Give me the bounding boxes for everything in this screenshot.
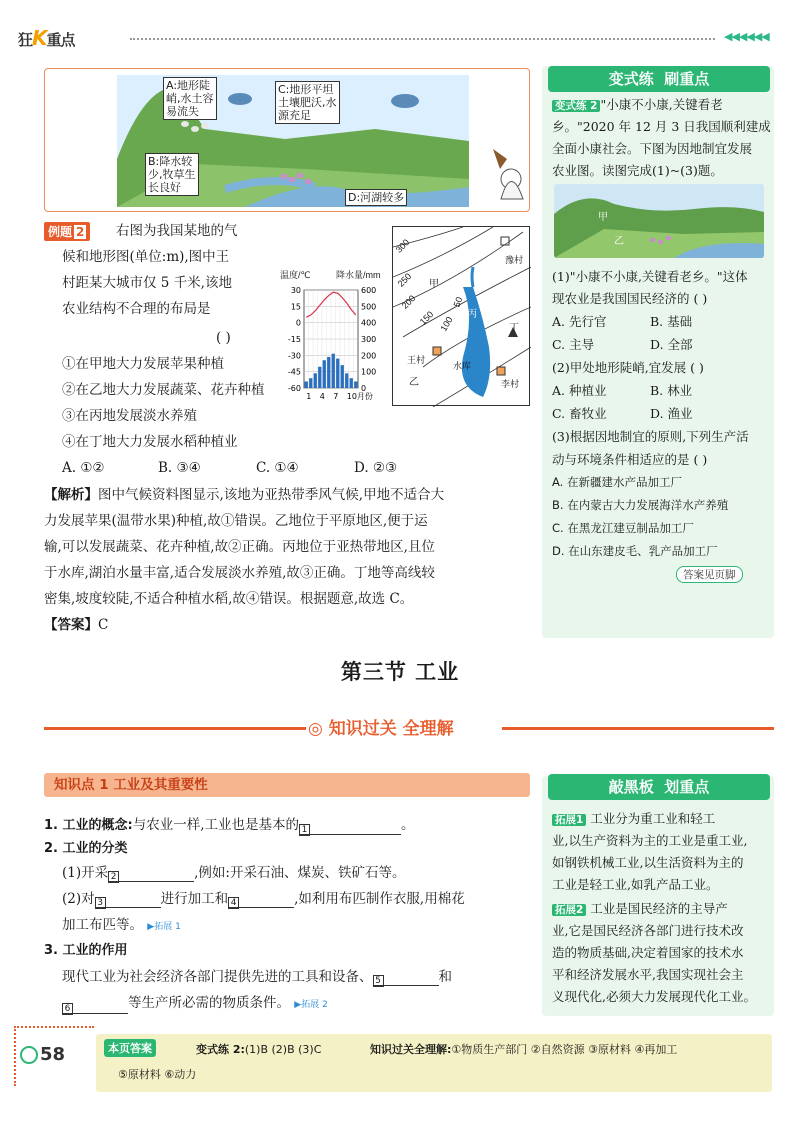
blank-2[interactable] <box>108 867 194 882</box>
blank-1[interactable] <box>299 820 401 835</box>
practice-q2: (2)甲处地形陡峭,宜发展 ( ) <box>552 360 704 375</box>
board-ext2-text: 业,它是国民经济各部门进行技术改 <box>552 923 744 938</box>
banner-line-left <box>44 727 306 730</box>
answer-label: 【答案】 <box>44 617 98 633</box>
contour-label-village: 豫村 <box>505 256 524 266</box>
precip-tick-label: 100 <box>361 367 377 377</box>
analysis-text: 图中气候资料图显示,该地为亚热带季风气候,甲地不适合大 <box>98 487 445 503</box>
practice-q3: 动与环境条件相适应的是 ( ) <box>552 452 708 467</box>
contour-label-ding: 丁 <box>509 323 519 334</box>
month-tick-label: 10月份 <box>346 392 373 401</box>
temp-tick-label: -15 <box>287 335 301 344</box>
callout-c-line: C:地形平坦 <box>278 83 334 96</box>
kp-item-3b <box>62 994 328 1014</box>
board-ext2-tag <box>552 904 586 916</box>
practice-illus-jia: 甲 <box>598 212 608 223</box>
kp-item-2-head: 2. 工业的分类 <box>44 841 128 856</box>
practice-q1-opt: D. 全部 <box>650 337 693 352</box>
example-option: ①在甲地大力发展苹果种植 <box>62 356 224 372</box>
board-title: 敲黑板 <box>608 778 654 796</box>
temp-tick-label: 0 <box>295 318 301 328</box>
board-ext2-line <box>552 900 728 919</box>
kp-item-3a <box>62 968 452 986</box>
blank-number: 2 <box>108 871 119 883</box>
kp-item-1-head: 1. 工业的概念: <box>44 818 133 833</box>
knowledge-bar: 知识点 1 工业及其重要性 <box>44 773 530 797</box>
precip-tick-label: 600 <box>361 286 377 295</box>
practice-intro-text: "小康不小康,关键看老 <box>600 97 723 112</box>
practice-tag: 变式练 2 <box>552 100 600 112</box>
kp-item-1 <box>44 816 415 835</box>
example-paren: ( ) <box>216 330 231 346</box>
analysis-text: 于水库,湖泊水量丰富,适合发展淡水养殖,故③正确。丁地等高线较 <box>44 565 435 581</box>
board-ext1-tag <box>552 814 586 826</box>
board-ext2-text: 平和经济发展水平,我国实现社会主 <box>552 967 744 982</box>
temp-tick-label: -30 <box>287 351 301 361</box>
clock-icon <box>20 1046 38 1064</box>
climate-chart <box>270 226 390 406</box>
callout-c-line: 土壤肥沃,水 <box>278 96 337 109</box>
answer-knowledge-line2: ⑤原材料 ⑥动力 <box>118 1068 197 1081</box>
example-tag-num: 2 <box>76 225 85 239</box>
contour-label: 300 <box>393 237 412 255</box>
board-ext2-tag-num: 2 <box>576 904 584 916</box>
header-divider <box>130 38 715 40</box>
temp-tick-label: -60 <box>287 384 301 393</box>
contour-label-yi: 乙 <box>409 377 419 388</box>
extension-link-1[interactable]: ▶拓展 1 <box>147 922 181 932</box>
footer-divider <box>14 1026 94 1028</box>
brand-k: K <box>32 26 47 50</box>
example-option: ②在乙地大力发展蔬菜、花卉种植 <box>62 382 265 398</box>
precip-tick-label: 0 <box>361 384 367 393</box>
example-text: 村距某大城市仅 5 千米,该地 <box>62 275 232 291</box>
analysis-text: 输,可以发展蔬菜、花卉种植,故②正确。丙地位于亚热带地区,且位 <box>44 539 435 555</box>
practice-answer-link[interactable]: 答案见页脚 <box>676 566 743 583</box>
kp-item-3a-text: 现代工业为社会经济各部门提供先进的工具和设备、 <box>62 969 373 985</box>
callout-a-line: A:地形陡 <box>166 79 211 92</box>
kp-item-2c <box>62 916 181 936</box>
month-tick-label: 7 <box>333 392 339 401</box>
answer-knowledge <box>370 1041 677 1057</box>
example-choice-a: A. ①② <box>62 460 105 476</box>
temp-tick-label: -45 <box>287 367 301 377</box>
board-ext1-text: 工业是轻工业,如乳产品工业。 <box>552 877 719 892</box>
brand-left: 狂 <box>18 31 33 49</box>
callout-c <box>275 81 340 124</box>
blank-number: 3 <box>95 897 106 909</box>
analysis-line <box>44 486 444 504</box>
practice-subtitle: 刷重点 <box>664 70 710 88</box>
precip-tick-label: 500 <box>361 302 377 312</box>
kp-item-2b-text2: 进行加工和 <box>160 891 229 907</box>
board-ext2-text: 造的物质基础,决定着国家的技术水 <box>552 945 744 960</box>
brand-right: 重点 <box>46 31 75 49</box>
precip-bar <box>341 365 344 388</box>
example-option: ④在丁地大力发展水稻种植业 <box>62 434 238 450</box>
contour-label-wangcun: 王村 <box>407 356 426 366</box>
precip-bar <box>327 357 330 388</box>
kp-item-1-end: 。 <box>401 817 415 833</box>
example-tag <box>44 222 90 241</box>
callout-d: D:河湖较多 <box>345 189 407 206</box>
banner-line-right <box>502 727 774 730</box>
kp-item-3a-text2: 和 <box>438 969 452 985</box>
analysis-label: 【解析】 <box>44 487 98 503</box>
blank-number: 5 <box>373 975 384 987</box>
practice-q3-opt: D. 在山东建皮毛、乳产品加工厂 <box>552 544 718 558</box>
practice-illus-yi: 乙 <box>614 236 624 247</box>
example-choice-b: B. ③④ <box>158 460 201 476</box>
extension-link-2[interactable]: ▶拓展 2 <box>294 1000 328 1010</box>
blank-4[interactable] <box>228 893 294 908</box>
board-ext2-text: 工业是国民经济的主导产 <box>590 901 728 916</box>
precip-axis-label: 降水量/mm <box>336 270 381 280</box>
practice-q1-opt: B. 基础 <box>650 314 693 329</box>
practice-q1: (1)"小康不小康,关键看老乡。"这体 <box>552 269 748 284</box>
precip-bar <box>332 354 335 388</box>
board-ext2-tag-label: 拓展 <box>555 904 576 916</box>
callout-a <box>163 77 217 120</box>
example-text: 候和地形图(单位:m),图中王 <box>62 249 230 265</box>
month-tick-label: 4 <box>319 392 325 401</box>
kp-item-2b-text: (2)对 <box>62 891 95 907</box>
board-subtitle: 划重点 <box>664 778 710 796</box>
practice-q2-opt: A. 种植业 <box>552 383 607 398</box>
practice-intro-text: 农业图。读图完成(1)~(3)题。 <box>552 163 723 178</box>
board-ext1-line <box>552 810 715 829</box>
precip-bar <box>309 378 312 388</box>
answer-line <box>44 616 108 634</box>
practice-illustration <box>554 184 764 258</box>
practice-q3: (3)根据因地制宜的原则,下列生产活 <box>552 429 749 444</box>
callout-b-line: B:降水较 <box>148 155 193 168</box>
callout-c-line: 源充足 <box>278 109 311 122</box>
contour-label: 150 <box>417 309 436 327</box>
kp-item-2b <box>62 890 465 908</box>
callout-b <box>145 153 199 196</box>
header-arrows-icon: ◀◀◀◀◀◀ <box>724 30 769 43</box>
precip-bar <box>350 378 353 388</box>
practice-intro-text: 乡。"2020 年 12 月 3 日我国顺利建成 <box>552 119 771 134</box>
contour-label: 100 <box>438 314 455 334</box>
page-number: 58 <box>40 1044 66 1065</box>
practice-q1: 现农业是我国国民经济的 ( ) <box>552 291 708 306</box>
temp-axis-label: 温度/℃ <box>280 270 311 280</box>
kp-item-1-text: 与农业一样,工业也是基本的 <box>132 817 300 833</box>
practice-q2-opt: B. 林业 <box>650 383 693 398</box>
climate-svg <box>270 226 390 406</box>
board-ext1-text: 工业分为重工业和轻工 <box>590 811 716 826</box>
callout-a-line: 峭,水土容 <box>166 92 214 105</box>
answer-knowledge-label: 知识过关全理解: <box>370 1043 452 1056</box>
example-option: ③在丙地发展淡水养殖 <box>62 408 197 424</box>
blank-3[interactable] <box>95 893 161 908</box>
footer-divider-vertical <box>14 1026 16 1086</box>
callout-b-line: 长良好 <box>148 181 181 194</box>
precip-bar <box>336 359 339 388</box>
practice-q1-opt: A. 先行官 <box>552 314 607 329</box>
section-banner <box>308 714 454 739</box>
practice-q2-opt: D. 渔业 <box>650 406 693 421</box>
analysis-text: 密集,坡度较陡,不适合种植水稻,故④错误。根据题意,故选 C。 <box>44 591 414 607</box>
banner-label: 知识过关 全理解 <box>328 719 454 739</box>
example-choice-c: C. ①④ <box>256 460 299 476</box>
banner-icon: ◎ <box>308 719 329 739</box>
answer-knowledge-values: ①物质生产部门 ②自然资源 ③原材料 ④再加工 <box>451 1043 678 1056</box>
practice-q3-opt: B. 在内蒙古大力发展海洋水产养殖 <box>552 498 729 512</box>
precip-tick-label: 200 <box>361 351 377 361</box>
precip-bar <box>318 367 321 388</box>
practice-intro-line <box>552 96 723 115</box>
precip-bar <box>345 373 348 388</box>
example-text: 农业结构不合理的布局是 <box>62 301 211 317</box>
practice-q1-opt: C. 主导 <box>552 337 595 352</box>
blank-number: 4 <box>228 897 239 909</box>
practice-header <box>548 66 770 92</box>
answer-practice <box>196 1041 321 1057</box>
answer-tag: 本页答案 <box>104 1039 156 1057</box>
kp-item-2a-text2: ,例如:开采石油、煤炭、铁矿石等。 <box>194 865 406 881</box>
section-title: 第三节 工业 <box>340 660 460 684</box>
contour-label: 50 <box>451 295 465 309</box>
month-tick-label: 1 <box>306 392 312 401</box>
temp-tick-label: 30 <box>290 286 301 295</box>
farmland-illustration <box>44 68 530 212</box>
answer-value: C <box>98 617 109 633</box>
contour-label-bing: 丙 <box>467 309 477 320</box>
board-ext1-text: 业,以生产资料为主的工业是重工业, <box>552 833 748 848</box>
blank-number: 1 <box>299 824 310 836</box>
practice-q3-opt: C. 在黑龙江建豆制品加工厂 <box>552 521 694 535</box>
callout-a-line: 易流失 <box>166 105 199 118</box>
board-ext1-tag-num: 1 <box>576 814 584 826</box>
board-ext1-tag-label: 拓展 <box>555 814 576 826</box>
contour-map <box>392 226 530 406</box>
contour-label: 250 <box>395 271 414 289</box>
contour-label: 200 <box>399 293 418 311</box>
blank-6[interactable] <box>62 999 128 1014</box>
answer-practice-label: 变式练 2: <box>196 1043 245 1056</box>
board-ext1-text: 如钢铁机械工业,以生活资料为主的 <box>552 855 744 870</box>
brand-logo <box>18 26 75 50</box>
precip-bar <box>314 373 317 388</box>
board-header <box>548 774 770 800</box>
kp-item-3b-text: 等生产所必需的物质条件。 <box>128 995 290 1011</box>
contour-label-licun: 李村 <box>501 380 520 390</box>
practice-q2-opt: C. 畜牧业 <box>552 406 607 421</box>
kp-item-2b-text3: ,如利用布匹制作衣服,用棉花 <box>294 891 465 907</box>
contour-label-reservoir: 水库 <box>453 362 472 372</box>
callout-b-line: 少,牧草生 <box>148 168 196 181</box>
kp-item-2a-text: (1)开采 <box>62 865 109 881</box>
kp-item-3-head: 3. 工业的作用 <box>44 943 128 958</box>
example-text: 右图为我国某地的气 <box>116 223 238 239</box>
example-choice-d: D. ②③ <box>354 460 398 476</box>
precip-tick-label: 300 <box>361 335 377 344</box>
kp-item-2c-text: 加工布匹等。 <box>62 917 143 933</box>
analysis-text: 力发展苹果(温带水果)种植,故①错误。乙地位于平原地区,便于运 <box>44 513 428 529</box>
temp-tick-label: 15 <box>290 302 301 312</box>
contour-label-jia: 甲 <box>429 279 439 290</box>
example-tag-label: 例题 <box>48 225 73 239</box>
precip-bar <box>354 381 357 388</box>
practice-title: 变式练 <box>608 70 654 88</box>
practice-q3-opt: A. 在新疆建水产品加工厂 <box>552 475 682 489</box>
practice-landscape <box>554 184 764 258</box>
kp-item-2a <box>62 864 405 882</box>
blank-5[interactable] <box>373 971 439 986</box>
blank-number: 6 <box>62 1003 73 1015</box>
practice-intro-text: 全面小康社会。下图为因地制宜发展 <box>552 141 753 156</box>
precip-tick-label: 400 <box>361 318 377 328</box>
board-ext2-text: 义现代化,必须大力发展现代化工业。 <box>552 989 756 1004</box>
precip-bar <box>305 381 308 388</box>
answer-practice-values: (1)B (2)B (3)C <box>244 1043 322 1056</box>
precip-bar <box>323 360 326 388</box>
